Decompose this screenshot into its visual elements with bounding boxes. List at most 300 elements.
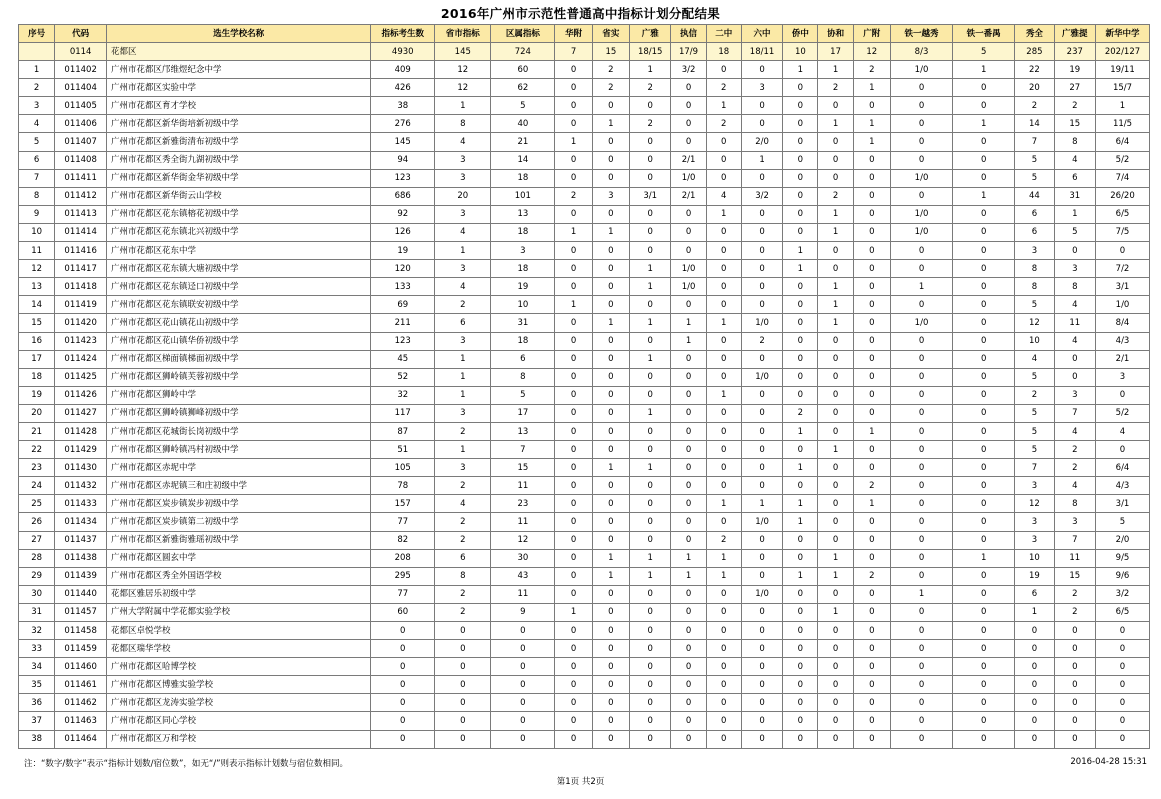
table-cell: 1 (671, 567, 706, 585)
table-cell: 8 (435, 567, 491, 585)
table-cell: 0 (890, 332, 952, 350)
table-cell: 1 (741, 495, 782, 513)
table-cell: 9/5 (1096, 549, 1150, 567)
table-cell: 0 (783, 386, 818, 404)
table-cell: 4 (435, 223, 491, 241)
table-cell: 0 (671, 368, 706, 386)
table-cell: 157 (371, 495, 435, 513)
table-cell: 0 (818, 169, 853, 187)
table-cell: 0 (853, 441, 890, 459)
table-cell: 45 (371, 350, 435, 368)
table-cell: 8 (1054, 495, 1095, 513)
table-cell: 3/1 (1096, 278, 1150, 296)
table-cell: 4 (435, 278, 491, 296)
table-cell: 1 (818, 296, 853, 314)
table-cell: 0 (671, 350, 706, 368)
table-cell: 0 (953, 223, 1015, 241)
table-cell: 21 (19, 422, 55, 440)
table-cell: 0 (630, 242, 671, 260)
table-cell: 0 (853, 513, 890, 531)
table-cell: 1 (630, 61, 671, 79)
table-row (19, 404, 1150, 422)
table-cell: 广州市花都区花东镇大塘初级中学 (107, 260, 371, 278)
table-cell: 3 (1015, 513, 1054, 531)
table-cell: 295 (371, 567, 435, 585)
table-cell: 32 (371, 386, 435, 404)
table-cell: 0 (783, 151, 818, 169)
table-cell: 0 (1096, 676, 1150, 694)
table-cell: 1 (818, 61, 853, 79)
table-cell: 0 (818, 622, 853, 640)
table-cell: 28 (19, 549, 55, 567)
table-cell: 0 (741, 531, 782, 549)
table-cell: 广州市花都区狮岭镇冯村初级中学 (107, 441, 371, 459)
table-cell: 6 (1054, 169, 1095, 187)
table-cell: 1 (630, 567, 671, 585)
table-cell: 0 (671, 79, 706, 97)
table-cell: 0 (671, 133, 706, 151)
table-cell: 69 (371, 296, 435, 314)
table-header (19, 25, 1150, 43)
table-cell: 0 (853, 549, 890, 567)
table-cell: 0 (741, 97, 782, 115)
table-cell: 0 (890, 531, 952, 549)
table-cell: 0 (953, 404, 1015, 422)
table-cell: 1 (853, 422, 890, 440)
table-cell: 0 (890, 97, 952, 115)
table-row (19, 658, 1150, 676)
table-cell: 0 (953, 296, 1015, 314)
table-cell: 3/2 (671, 61, 706, 79)
table-cell: 0 (630, 730, 671, 748)
table-cell: 2 (1054, 441, 1095, 459)
table-cell: 14 (1015, 115, 1054, 133)
table-cell: 5 (491, 386, 555, 404)
table-cell: 0 (671, 115, 706, 133)
table-cell: 2 (555, 187, 592, 205)
table-cell: 0 (555, 567, 592, 585)
table-cell: 9 (19, 205, 55, 223)
table-cell: 0 (741, 296, 782, 314)
table-cell: 0 (592, 513, 629, 531)
table-cell: 1/0 (890, 314, 952, 332)
table-cell: 2 (741, 332, 782, 350)
table-cell: 0 (853, 585, 890, 603)
table-cell: 0 (371, 694, 435, 712)
table-cell: 0 (592, 169, 629, 187)
table-cell: 0 (555, 278, 592, 296)
table-row (19, 549, 1150, 567)
table-cell: 18 (491, 332, 555, 350)
table-row (19, 603, 1150, 621)
table-cell: 0 (853, 730, 890, 748)
table-cell: 3 (741, 79, 782, 97)
table-cell: 2/0 (1096, 531, 1150, 549)
table-cell: 0 (706, 477, 741, 495)
column-header: 二中 (706, 25, 741, 43)
table-cell: 3 (1054, 260, 1095, 278)
table-cell: 0 (706, 585, 741, 603)
table-cell: 0 (741, 404, 782, 422)
table-cell: 0 (953, 350, 1015, 368)
summary-cell: 7 (555, 43, 592, 61)
table-cell: 16 (19, 332, 55, 350)
table-cell: 0 (435, 658, 491, 676)
column-header: 广附 (853, 25, 890, 43)
table-cell: 1 (630, 549, 671, 567)
table-cell: 77 (371, 585, 435, 603)
column-header: 协和 (818, 25, 853, 43)
table-cell: 0 (592, 97, 629, 115)
table-cell: 0 (890, 386, 952, 404)
table-cell: 2 (1015, 386, 1054, 404)
table-cell: 011460 (55, 658, 107, 676)
table-cell: 5 (1015, 404, 1054, 422)
summary-cell: 8/3 (890, 43, 952, 61)
table-cell: 3 (1015, 531, 1054, 549)
table-cell: 31 (1054, 187, 1095, 205)
table-cell: 011427 (55, 404, 107, 422)
table-cell: 1 (783, 242, 818, 260)
table-cell: 0 (741, 115, 782, 133)
table-cell: 0 (555, 694, 592, 712)
table-cell: 0 (671, 242, 706, 260)
table-cell: 0 (818, 151, 853, 169)
table-cell: 0 (741, 205, 782, 223)
table-cell: 0 (818, 658, 853, 676)
table-cell: 0 (630, 205, 671, 223)
table-cell: 广州市花都区赤坭镇三和庄初级中学 (107, 477, 371, 495)
table-cell: 0 (592, 422, 629, 440)
table-cell: 2 (435, 513, 491, 531)
table-cell: 0 (671, 658, 706, 676)
table-cell: 0 (783, 622, 818, 640)
table-cell: 0 (630, 441, 671, 459)
column-header: 铁一番禺 (953, 25, 1015, 43)
table-cell: 0 (783, 658, 818, 676)
table-cell: 0 (671, 477, 706, 495)
table-cell: 0 (1015, 712, 1054, 730)
table-cell: 0 (671, 531, 706, 549)
table-cell: 105 (371, 459, 435, 477)
table-cell: 2 (630, 115, 671, 133)
table-cell: 1 (1096, 97, 1150, 115)
table-cell: 36 (19, 694, 55, 712)
table-cell: 0 (706, 640, 741, 658)
table-cell: 广州市花都区秀全外国语学校 (107, 567, 371, 585)
table-cell: 0 (592, 495, 629, 513)
summary-cell: 17 (818, 43, 853, 61)
table-row (19, 115, 1150, 133)
table-cell: 4 (706, 187, 741, 205)
table-cell: 0 (706, 459, 741, 477)
table-cell: 1 (953, 115, 1015, 133)
table-cell: 0 (706, 296, 741, 314)
table-row (19, 640, 1150, 658)
table-cell: 广州市花都区育才学校 (107, 97, 371, 115)
table-cell: 0 (1015, 640, 1054, 658)
table-cell: 1 (890, 585, 952, 603)
table-cell: 24 (19, 477, 55, 495)
table-cell: 广州市花都区花山镇华侨初级中学 (107, 332, 371, 350)
table-cell: 0 (435, 622, 491, 640)
table-cell: 4 (1054, 422, 1095, 440)
table-cell: 1 (853, 495, 890, 513)
table-cell: 2/0 (741, 133, 782, 151)
table-cell: 0 (953, 658, 1015, 676)
table-cell: 4 (435, 495, 491, 513)
table-cell: 0 (890, 477, 952, 495)
table-cell: 1 (853, 115, 890, 133)
table-cell: 1 (706, 205, 741, 223)
table-row (19, 187, 1150, 205)
table-cell: 34 (19, 658, 55, 676)
table-cell: 10 (1015, 332, 1054, 350)
table-cell: 011439 (55, 567, 107, 585)
table-cell: 0 (592, 151, 629, 169)
table-cell: 0 (555, 386, 592, 404)
table-cell: 0 (818, 350, 853, 368)
table-cell: 0 (953, 585, 1015, 603)
table-cell: 0 (706, 730, 741, 748)
table-cell: 0 (671, 495, 706, 513)
table-row (19, 495, 1150, 513)
table-cell: 1/0 (671, 278, 706, 296)
table-cell: 33 (19, 640, 55, 658)
table-cell: 0 (741, 350, 782, 368)
table-cell: 0 (890, 730, 952, 748)
table-cell: 1 (1054, 205, 1095, 223)
table-cell: 011425 (55, 368, 107, 386)
table-cell: 0 (706, 332, 741, 350)
table-cell: 0 (953, 459, 1015, 477)
table-cell: 0 (853, 314, 890, 332)
table-cell: 0 (630, 694, 671, 712)
table-cell: 3 (1096, 368, 1150, 386)
table-cell: 2 (435, 603, 491, 621)
table-cell: 0 (953, 205, 1015, 223)
table-cell: 4 (435, 133, 491, 151)
table-cell: 0 (1054, 350, 1095, 368)
summary-cell: 145 (435, 43, 491, 61)
table-cell: 78 (371, 477, 435, 495)
table-cell: 0 (890, 260, 952, 278)
table-row (19, 694, 1150, 712)
table-cell: 43 (491, 567, 555, 585)
table-cell: 011408 (55, 151, 107, 169)
table-cell: 1 (818, 223, 853, 241)
table-cell: 1/0 (890, 169, 952, 187)
table-cell: 0 (783, 350, 818, 368)
table-cell: 1 (706, 567, 741, 585)
table-cell: 1 (706, 314, 741, 332)
table-cell: 0 (555, 459, 592, 477)
table-row (19, 278, 1150, 296)
table-row (19, 368, 1150, 386)
table-cell: 广州市花都区实验中学 (107, 79, 371, 97)
table-row (19, 441, 1150, 459)
table-cell: 7/5 (1096, 223, 1150, 241)
table-cell: 10 (1015, 549, 1054, 567)
table-cell: 0 (1096, 386, 1150, 404)
table-cell: 0 (555, 151, 592, 169)
table-cell: 1 (592, 459, 629, 477)
table-cell: 2/1 (1096, 350, 1150, 368)
table-cell: 2 (706, 79, 741, 97)
table-cell: 0 (890, 712, 952, 730)
table-cell: 0 (671, 404, 706, 422)
table-cell: 0 (555, 622, 592, 640)
table-row (19, 730, 1150, 748)
table-cell: 1 (592, 115, 629, 133)
table-cell: 1/0 (671, 260, 706, 278)
table-cell: 0 (555, 513, 592, 531)
table-row (19, 513, 1150, 531)
table-cell: 0 (706, 368, 741, 386)
table-cell: 0 (953, 314, 1015, 332)
table-cell: 0 (371, 658, 435, 676)
table-cell: 1 (853, 133, 890, 151)
table-cell: 0 (890, 495, 952, 513)
table-cell: 17 (19, 350, 55, 368)
table-cell: 0 (555, 332, 592, 350)
table-cell: 3 (19, 97, 55, 115)
table-row (19, 477, 1150, 495)
table-cell: 0 (953, 640, 1015, 658)
table-cell: 32 (19, 622, 55, 640)
table-cell: 0 (783, 441, 818, 459)
table-cell: 1 (783, 513, 818, 531)
table-cell: 0 (741, 422, 782, 440)
table-cell: 3/1 (1096, 495, 1150, 513)
table-cell: 0 (435, 712, 491, 730)
table-cell: 0 (371, 676, 435, 694)
table-cell: 广州市花都区赤坭中学 (107, 459, 371, 477)
table-cell: 0 (741, 441, 782, 459)
table-cell: 0 (853, 603, 890, 621)
table-cell: 0 (953, 278, 1015, 296)
table-cell: 1/0 (741, 585, 782, 603)
table-cell: 011414 (55, 223, 107, 241)
table-cell: 0 (1054, 730, 1095, 748)
table-cell: 0 (953, 133, 1015, 151)
table-cell: 广州市花都区同心学校 (107, 712, 371, 730)
table-cell: 7 (1054, 531, 1095, 549)
table-cell: 5 (1054, 223, 1095, 241)
table-cell: 11 (19, 242, 55, 260)
table-cell: 3 (1015, 477, 1054, 495)
table-cell: 0 (592, 658, 629, 676)
table-cell: 0 (706, 712, 741, 730)
table-cell: 4 (1054, 477, 1095, 495)
table-cell: 19 (1054, 61, 1095, 79)
table-cell: 0 (630, 712, 671, 730)
table-cell: 126 (371, 223, 435, 241)
table-cell: 广州市花都区花东镇榕花初级中学 (107, 205, 371, 223)
table-cell: 0 (783, 296, 818, 314)
table-cell: 6/4 (1096, 133, 1150, 151)
column-header: 省实 (592, 25, 629, 43)
table-body (19, 43, 1150, 749)
table-cell: 2/1 (671, 187, 706, 205)
table-cell: 0 (783, 368, 818, 386)
column-header: 新华中学 (1096, 25, 1150, 43)
table-cell: 0 (491, 676, 555, 694)
table-cell: 2 (435, 531, 491, 549)
table-cell: 12 (491, 531, 555, 549)
table-cell: 0 (818, 332, 853, 350)
summary-cell: 285 (1015, 43, 1054, 61)
table-cell: 0 (1015, 676, 1054, 694)
table-cell: 1 (435, 441, 491, 459)
table-row (19, 314, 1150, 332)
table-cell: 0 (741, 622, 782, 640)
table-cell: 0 (1096, 242, 1150, 260)
table-cell: 0 (1015, 622, 1054, 640)
table-cell: 6 (1015, 205, 1054, 223)
table-cell: 2 (19, 79, 55, 97)
table-cell: 0 (853, 278, 890, 296)
table-cell: 0 (592, 278, 629, 296)
table-cell: 0 (953, 79, 1015, 97)
table-cell: 6/5 (1096, 205, 1150, 223)
table-cell: 7 (1015, 459, 1054, 477)
table-cell: 广州市花都区秀全街九湖初级中学 (107, 151, 371, 169)
table-cell: 0 (741, 640, 782, 658)
table-cell: 0 (890, 622, 952, 640)
table-cell: 花都区瑞华学校 (107, 640, 371, 658)
table-cell: 0 (592, 296, 629, 314)
table-cell: 12 (1015, 495, 1054, 513)
table-cell: 广州市花都区梯面镇梯面初级中学 (107, 350, 371, 368)
table-cell: 11 (1054, 549, 1095, 567)
table-cell: 6 (435, 549, 491, 567)
table-cell: 0 (671, 622, 706, 640)
summary-cell: 18/11 (741, 43, 782, 61)
table-cell: 0 (1096, 441, 1150, 459)
table-cell: 0 (1054, 658, 1095, 676)
table-cell: 0 (853, 622, 890, 640)
table-cell: 2 (783, 404, 818, 422)
table-cell: 0 (371, 712, 435, 730)
table-cell: 133 (371, 278, 435, 296)
table-cell: 0 (671, 640, 706, 658)
table-cell: 0 (555, 712, 592, 730)
table-cell: 3 (1015, 242, 1054, 260)
table-cell: 3 (435, 332, 491, 350)
table-cell: 0 (706, 694, 741, 712)
table-cell: 0 (630, 133, 671, 151)
table-cell: 0 (592, 730, 629, 748)
table-cell: 6/4 (1096, 459, 1150, 477)
table-cell: 1 (741, 151, 782, 169)
table-cell: 0 (630, 658, 671, 676)
table-cell: 2 (630, 79, 671, 97)
table-cell: 0 (853, 205, 890, 223)
table-cell: 3 (592, 187, 629, 205)
table-cell: 1 (630, 404, 671, 422)
table-cell: 23 (491, 495, 555, 513)
footnote: 注：“数字/数字”表示“指标计划数/宿位数”，如无“/”则表示指标计划数与宿位数相同。 (24, 759, 349, 769)
table-cell: 2 (592, 79, 629, 97)
table-cell: 6/5 (1096, 603, 1150, 621)
table-cell: 0 (853, 223, 890, 241)
table-cell: 0 (555, 61, 592, 79)
table-cell: 0 (630, 585, 671, 603)
table-cell: 0 (818, 260, 853, 278)
page-number: 第1页 共2页 (556, 777, 605, 787)
table-cell: 0 (630, 223, 671, 241)
